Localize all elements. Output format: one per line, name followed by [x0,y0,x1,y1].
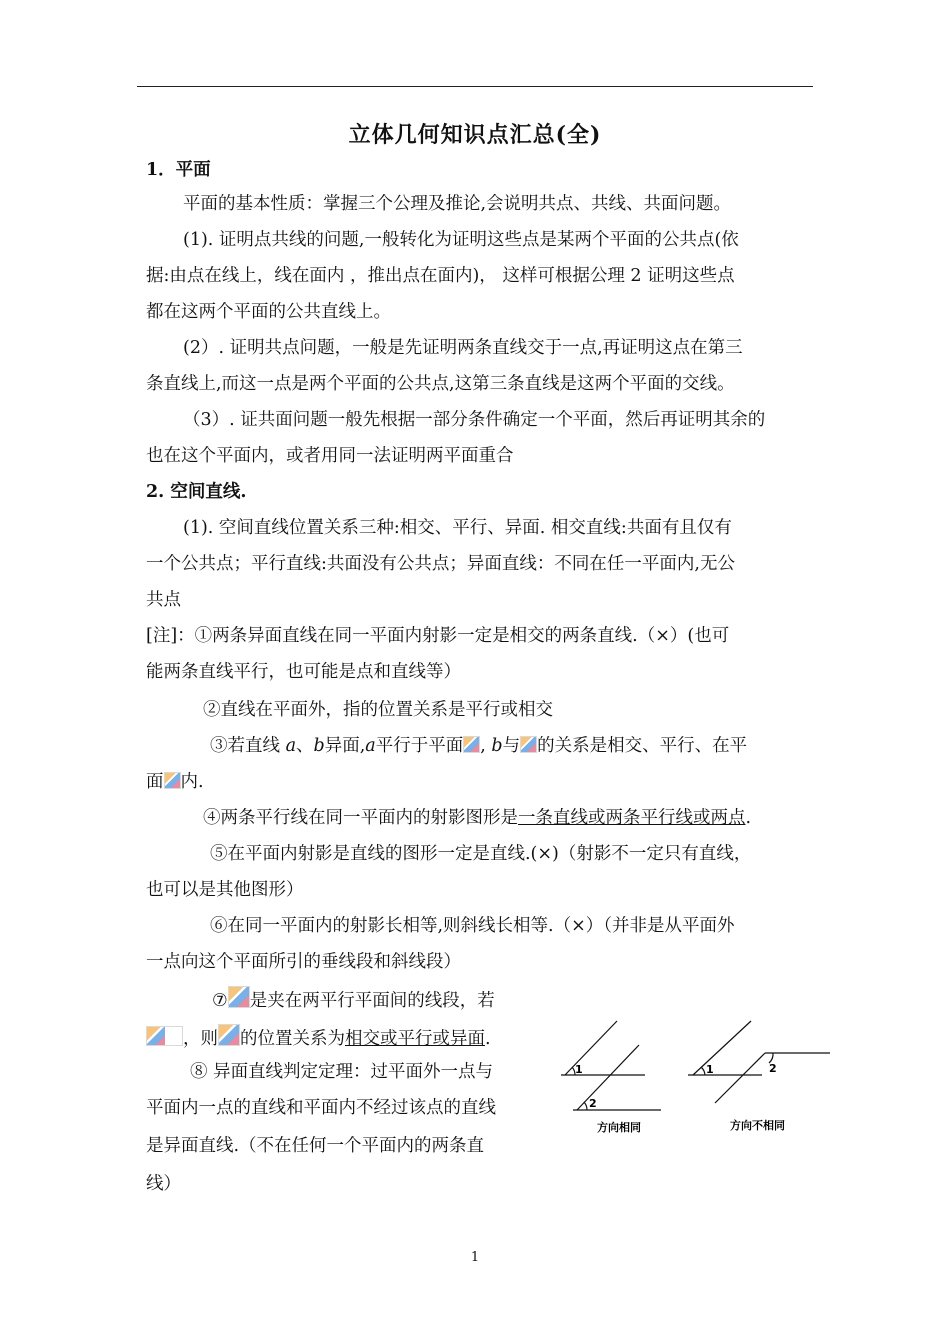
section-2-heading: 2. 空间直线. [146,482,247,502]
note-line-3b [146,770,204,794]
note-line: 是异面直线.（不在任何一个平面内的两条直 [146,1136,485,1156]
plane-alpha-image-icon [164,772,181,789]
note-text: 的位置关系为 [240,1029,345,1049]
note-text: , [480,736,486,756]
plane-alpha-image-icon [463,736,480,753]
note-text: ⑦ [212,991,228,1011]
paragraph-line: 据:由点在线上，线在面内 ，推出点在面内)， 这样可根据公理 2 证明这些点 [146,266,735,286]
header-rule [137,86,813,87]
paragraph-line: 也在这个平面内，或者用同一法证明两平面重合 [146,446,514,466]
note-text: 内. [180,772,204,792]
note-text: 面 [146,772,164,792]
note-line-7 [212,986,495,1013]
note-line: 平面内一点的直线和平面内不经过该点的直线 [146,1098,496,1118]
paragraph-line: （3）. 证共面问题一般先根据一部分条件确定一个平面，然后再证明其余的 [183,410,766,430]
underlined-answer: 相交或平行或异面 [345,1029,485,1049]
plane-alpha-image-icon [520,736,537,753]
paragraph-line: 条直线上,而这一点是两个平面的公共点,这第三条直线是这两个平面的交线。 [146,374,735,394]
note-line: ②直线在平面外，指的位置关系是平行或相交 [203,700,553,720]
note-line: [注]：①两条异面直线在同一平面内射影一定是相交的两条直线.（×）(也可 [146,626,730,646]
condition-image-icon [146,1026,183,1046]
segment-image-icon [228,986,250,1008]
angle-label: 1 [575,1063,583,1076]
note-line-4 [203,806,751,830]
note-text: 是夹在两平行平面间的线段，若 [249,991,495,1011]
paragraph-line: 平面的基本性质：掌握三个公理及推论,会说明共点、共线、共面问题。 [183,194,732,214]
note-line: ⑤在平面内射影是直线的图形一定是直线.(×)（射影不一定只有直线， [210,844,752,864]
right-figure-caption: 方向不相同 [730,1119,785,1132]
page-number: 1 [470,1250,480,1265]
math-var-b: b [491,736,503,756]
note-text: 、 [296,736,314,756]
note-text: ④两条平行线在同一平面内的射影图形是 [203,808,518,828]
paragraph-line: (1). 空间直线位置关系三种:相交、平行、异面. 相交直线:共面有且仅有 [183,518,732,538]
note-text: . [745,808,752,828]
note-text: 与 [502,736,521,756]
note-line: ⑧ 异面直线判定定理：过平面外一点与 [190,1062,494,1082]
section-1-heading: 1．平面 [146,160,211,180]
note-text: 的关系是相交、平行、在平 [537,736,748,756]
angle-direction-figure [555,1015,840,1140]
underlined-answer: 一条直线或两条平行线或两点 [518,808,746,828]
segment-image-icon [218,1024,240,1046]
paragraph-line: 共点 [146,590,181,610]
note-text: ③若直线 [210,736,280,756]
note-line: 一点向这个平面所引的垂线段和斜线段） [146,952,461,972]
math-var-a: a [285,736,297,756]
note-text: 平行于平面 [375,736,464,756]
note-text: 异面, [324,736,366,756]
note-text: . [485,1029,491,1049]
note-line-7b [146,1024,491,1051]
angle-label: 1 [706,1063,714,1076]
note-line: 线） [146,1174,181,1194]
note-line: ⑥在同一平面内的射影长相等,则斜线长相等.（×）（并非是从平面外 [210,916,735,936]
left-figure-caption: 方向相同 [597,1121,641,1134]
paragraph-line: 一个公共点；平行直线:共面没有公共点；异面直线：不同在任一平面内,无公 [146,554,735,574]
note-line: 能两条直线平行，也可能是点和直线等） [146,662,461,682]
angle-label: 2 [769,1062,777,1075]
paragraph-line: (1). 证明点共线的问题,一般转化为证明这些点是某两个平面的公共点(依 [183,230,739,250]
note-line-3 [210,734,747,758]
math-var-b: b [313,736,325,756]
note-text: ，则 [183,1029,218,1049]
page-title: 立体几何知识点汇总(全) [348,122,602,148]
math-var-a: a [365,736,376,756]
paragraph-line: (2）. 证明共点问题，一般是先证明两条直线交于一点,再证明这点在第三 [183,338,743,358]
paragraph-line: 都在这两个平面的公共直线上。 [146,302,391,322]
angle-label: 2 [589,1097,597,1110]
note-line: 也可以是其他图形） [146,880,304,900]
